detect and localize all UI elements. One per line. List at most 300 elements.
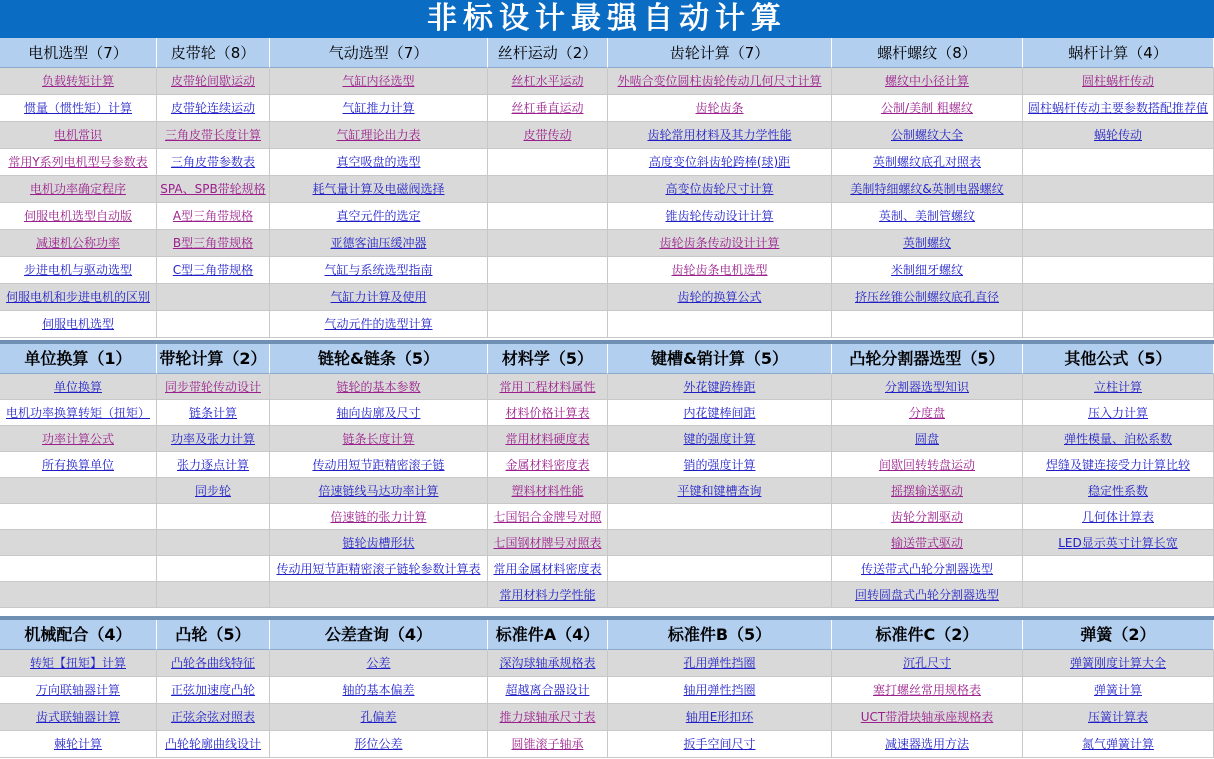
calc-link[interactable]: 同步带轮传动设计 xyxy=(164,380,261,394)
sheet-cell[interactable] xyxy=(832,374,1023,400)
column-header: 机械配合（4） xyxy=(0,620,157,650)
sheet-cell[interactable] xyxy=(0,95,157,122)
calc-link[interactable]: 气缸推力计算 xyxy=(342,101,415,115)
sheet-cell[interactable] xyxy=(1023,731,1214,758)
sheet-cell[interactable] xyxy=(270,426,488,452)
sheet-cell[interactable] xyxy=(608,478,832,504)
sheet-cell[interactable] xyxy=(1023,400,1214,426)
calc-link[interactable]: 深沟球轴承规格表 xyxy=(499,656,596,670)
sheet-cell[interactable] xyxy=(157,650,270,677)
calc-link[interactable]: 丝杠垂直运动 xyxy=(511,101,584,115)
sheet-cell xyxy=(270,582,488,608)
calc-link[interactable]: 步进电机与驱动选型 xyxy=(23,263,132,277)
calc-link[interactable]: 齿轮齿条传动设计计算 xyxy=(659,236,780,250)
calc-link[interactable]: 间歇回转转盘运动 xyxy=(878,458,975,472)
calc-link[interactable]: 内花键棒间距 xyxy=(683,406,756,420)
calc-link[interactable]: 压入力计算 xyxy=(1087,406,1148,420)
calc-link[interactable]: 螺纹中小径计算 xyxy=(884,74,969,88)
sheet-cell xyxy=(832,311,1023,338)
sheet-cell[interactable] xyxy=(832,504,1023,530)
sheet-cell[interactable] xyxy=(608,203,832,230)
sheet-cell[interactable] xyxy=(0,257,157,284)
calc-link[interactable]: 齿轮的换算公式 xyxy=(677,290,762,304)
calc-link[interactable]: 耗气量计算及电磁阀选择 xyxy=(312,182,445,196)
sheet-cell xyxy=(157,530,270,556)
sheet-cell xyxy=(608,311,832,338)
sheet-cell[interactable] xyxy=(608,149,832,176)
calc-link[interactable]: 压簧计算表 xyxy=(1087,710,1148,724)
column-header: 齿轮计算（7） xyxy=(608,38,832,68)
calc-link[interactable]: 气缸与系统选型指南 xyxy=(324,263,433,277)
calc-link[interactable]: 公制/美制 粗螺纹 xyxy=(881,101,973,115)
sheet-cell xyxy=(0,504,157,530)
sheet-cell[interactable] xyxy=(270,257,488,284)
calc-link[interactable]: 销的强度计算 xyxy=(683,458,756,472)
sheet-cell[interactable] xyxy=(157,452,270,478)
calc-link[interactable]: 键的强度计算 xyxy=(683,432,756,446)
sheet-cell[interactable] xyxy=(270,400,488,426)
sheet-cell[interactable] xyxy=(0,374,157,400)
sheet-cell[interactable] xyxy=(832,95,1023,122)
calc-link[interactable]: 英制、美制管螺纹 xyxy=(878,209,975,223)
calc-link[interactable]: 圆盘 xyxy=(914,432,939,446)
sheet-cell[interactable] xyxy=(270,731,488,758)
sheet-cell[interactable] xyxy=(157,257,270,284)
sheet-cell[interactable] xyxy=(157,704,270,731)
sheet-cell[interactable] xyxy=(157,230,270,257)
calc-link[interactable]: 凸轮各曲线特征 xyxy=(170,656,255,670)
sheet-cell[interactable] xyxy=(1023,530,1214,556)
calc-link[interactable]: 常用工程材料属性 xyxy=(499,380,596,394)
sheet-cell[interactable] xyxy=(0,176,157,203)
calc-link[interactable]: 高变位齿轮尺寸计算 xyxy=(665,182,774,196)
sheet-cell[interactable] xyxy=(0,311,157,338)
sheet-cell[interactable] xyxy=(0,650,157,677)
calc-link[interactable]: 圆柱蜗杆传动 xyxy=(1081,74,1154,88)
sheet-cell[interactable] xyxy=(270,452,488,478)
sheet-cell[interactable] xyxy=(1023,426,1214,452)
column-header: 链轮&链条（5） xyxy=(270,344,488,374)
sheet-cell[interactable] xyxy=(157,374,270,400)
calc-link[interactable]: 棘轮计算 xyxy=(53,737,102,751)
calc-link[interactable]: 立柱计算 xyxy=(1093,380,1142,394)
calc-link[interactable]: 圆锥滚子轴承 xyxy=(511,737,584,751)
column-header: 公差查询（4） xyxy=(270,620,488,650)
sheet-cell[interactable] xyxy=(608,257,832,284)
sheet-cell[interactable] xyxy=(270,68,488,95)
calc-link[interactable]: 轴的基本偏差 xyxy=(342,683,415,697)
calc-link[interactable]: 圆柱蜗杆传动主要参数搭配推荐值 xyxy=(1027,101,1208,115)
sheet-cell[interactable] xyxy=(270,122,488,149)
sheet-cell[interactable] xyxy=(608,95,832,122)
sheet-cell[interactable] xyxy=(270,203,488,230)
calc-link[interactable]: 电机常识 xyxy=(53,128,102,142)
sheet-cell xyxy=(608,556,832,582)
sheet-cell[interactable] xyxy=(157,478,270,504)
calc-link[interactable]: 形位公差 xyxy=(354,737,403,751)
sheet-cell[interactable] xyxy=(832,400,1023,426)
sheet-cell[interactable] xyxy=(270,504,488,530)
sheet-cell xyxy=(157,284,270,311)
sheet-cell[interactable] xyxy=(488,704,608,731)
sheet-cell[interactable] xyxy=(157,400,270,426)
calc-link[interactable]: 常用材料力学性能 xyxy=(499,588,596,602)
sheet-cell[interactable] xyxy=(0,149,157,176)
sheet-cell[interactable] xyxy=(488,582,608,608)
sheet-cell[interactable] xyxy=(157,203,270,230)
sheet-cell[interactable] xyxy=(488,530,608,556)
calc-link[interactable]: 凸轮轮廓曲线设计 xyxy=(164,737,261,751)
sheet-cell[interactable] xyxy=(157,122,270,149)
calc-link[interactable]: 几何体计算表 xyxy=(1081,510,1154,524)
sheet-cell[interactable] xyxy=(157,176,270,203)
calc-link[interactable]: 减速机公称功率 xyxy=(35,236,120,250)
calc-link[interactable]: 减速器选用方法 xyxy=(884,737,969,751)
calc-link[interactable]: 同步轮 xyxy=(194,484,231,498)
calc-link[interactable]: UCT带滑块轴承座规格表 xyxy=(860,710,994,724)
calc-link[interactable]: 挤压丝锥公制螺纹底孔直径 xyxy=(854,290,999,304)
calc-link[interactable]: 扳手空间尺寸 xyxy=(683,737,756,751)
sheet-cell[interactable] xyxy=(832,426,1023,452)
calc-link[interactable]: 金属材料密度表 xyxy=(505,458,590,472)
calc-link[interactable]: 链轮的基本参数 xyxy=(336,380,421,394)
sheet-cell[interactable] xyxy=(157,426,270,452)
calc-link[interactable]: 常用材料硬度表 xyxy=(505,432,590,446)
sheet-cell xyxy=(0,556,157,582)
calc-link[interactable]: 米制细牙螺纹 xyxy=(890,263,963,277)
calc-link[interactable]: 真空吸盘的选型 xyxy=(336,155,421,169)
calc-link[interactable]: 倍速链线马达功率计算 xyxy=(318,484,439,498)
sheet-cell[interactable] xyxy=(608,452,832,478)
sheet-cell xyxy=(608,530,832,556)
sheet-cell[interactable] xyxy=(488,400,608,426)
sheet-cell[interactable] xyxy=(832,582,1023,608)
sheet-cell xyxy=(1023,149,1214,176)
sheet-cell[interactable] xyxy=(488,68,608,95)
column-header: 蜗杆计算（4） xyxy=(1023,38,1214,68)
sheet-cell[interactable] xyxy=(1023,478,1214,504)
calc-link[interactable]: 轴用E形扣环 xyxy=(685,710,754,724)
calc-link[interactable]: 正弦余弦对照表 xyxy=(170,710,255,724)
sheet-cell xyxy=(488,284,608,311)
calc-link[interactable]: 气缸力计算及使用 xyxy=(330,290,427,304)
sheet-cell[interactable] xyxy=(1023,68,1214,95)
sheet-cell[interactable] xyxy=(832,452,1023,478)
sheet-cell[interactable] xyxy=(832,68,1023,95)
sheet-cell[interactable] xyxy=(0,677,157,704)
sheet-cell[interactable] xyxy=(0,452,157,478)
sheet-cell[interactable] xyxy=(1023,95,1214,122)
calc-link[interactable]: 三角皮带长度计算 xyxy=(164,128,261,142)
sheet-cell[interactable] xyxy=(832,230,1023,257)
sheet-cell[interactable] xyxy=(1023,704,1214,731)
calc-link[interactable]: 常用Y系列电机型号参数表 xyxy=(8,155,148,169)
sheet-cell[interactable] xyxy=(0,122,157,149)
sheet-cell xyxy=(488,149,608,176)
calc-link[interactable]: 皮带传动 xyxy=(523,128,572,142)
sheet-cell[interactable] xyxy=(832,122,1023,149)
sheet-cell[interactable] xyxy=(608,677,832,704)
sheet-cell[interactable] xyxy=(608,704,832,731)
calc-link[interactable]: 氮气弹簧计算 xyxy=(1081,737,1154,751)
sheet-cell[interactable] xyxy=(157,68,270,95)
calc-link[interactable]: 惯量（惯性矩）计算 xyxy=(23,101,132,115)
calc-link[interactable]: 链条计算 xyxy=(188,406,237,420)
calc-link[interactable]: 气缸理论出力表 xyxy=(336,128,421,142)
sheet-cell[interactable] xyxy=(488,650,608,677)
calc-link[interactable]: 公差 xyxy=(366,656,391,670)
sheet-cell[interactable] xyxy=(1023,374,1214,400)
calc-link[interactable]: 所有换算单位 xyxy=(41,458,114,472)
calc-link[interactable]: 气动元件的选型计算 xyxy=(324,317,433,331)
calc-link[interactable]: 常用金属材料密度表 xyxy=(493,562,602,576)
calc-link[interactable]: 公制螺纹大全 xyxy=(890,128,963,142)
column-header: 弹簧（2） xyxy=(1023,620,1214,650)
sheet-cell[interactable] xyxy=(832,478,1023,504)
sheet-cell[interactable] xyxy=(1023,677,1214,704)
sheet-cell xyxy=(157,556,270,582)
sheet-cell xyxy=(0,478,157,504)
calc-link[interactable]: 伺服电机和步进电机的区别 xyxy=(5,290,150,304)
calc-link[interactable]: 三角皮带参数表 xyxy=(170,155,255,169)
calc-link[interactable]: 转矩【扭矩】计算 xyxy=(29,656,126,670)
calc-link[interactable]: 张力逐点计算 xyxy=(176,458,249,472)
calc-link[interactable]: 外啮合变位圆柱齿轮传动几何尺寸计算 xyxy=(617,74,822,88)
sheet-cell[interactable] xyxy=(157,677,270,704)
sheet-cell[interactable] xyxy=(0,704,157,731)
calc-link[interactable]: 单位换算 xyxy=(53,380,102,394)
sheet-cell[interactable] xyxy=(832,556,1023,582)
calc-link[interactable]: 真空元件的选定 xyxy=(336,209,421,223)
page-title: 非标设计最强自动计算 xyxy=(0,0,1214,38)
sheet-cell[interactable] xyxy=(0,284,157,311)
calc-link[interactable]: 英制螺纹 xyxy=(902,236,951,250)
calc-link[interactable]: A型三角带规格 xyxy=(172,209,254,223)
column-header: 气动选型（7） xyxy=(270,38,488,68)
calc-link[interactable]: 传送带式凸轮分割器选型 xyxy=(860,562,993,576)
sheet-cell[interactable] xyxy=(0,731,157,758)
calc-link[interactable]: B型三角带规格 xyxy=(172,236,254,250)
calc-link[interactable]: 七国铝合金牌号对照 xyxy=(493,510,602,524)
calc-link[interactable]: 孔用弹性挡圈 xyxy=(683,656,756,670)
sheet-cell[interactable] xyxy=(157,95,270,122)
column-header: 标准件B（5） xyxy=(608,620,832,650)
sheet-cell[interactable] xyxy=(832,176,1023,203)
sheet-cell[interactable] xyxy=(270,677,488,704)
calc-link[interactable]: 外花键跨棒距 xyxy=(683,380,756,394)
sheet-cell[interactable] xyxy=(270,311,488,338)
calc-link[interactable]: LED显示英寸计算长宽 xyxy=(1058,536,1178,550)
calc-link[interactable]: 电机功率确定程序 xyxy=(29,182,126,196)
calc-link[interactable]: 摇摆输送驱动 xyxy=(890,484,963,498)
sheet-cell[interactable] xyxy=(608,426,832,452)
calc-link[interactable]: 齿轮分割驱动 xyxy=(890,510,963,524)
column-header: 带轮计算（2） xyxy=(157,344,270,374)
sheet-cell[interactable] xyxy=(832,284,1023,311)
sheet-cell[interactable] xyxy=(832,149,1023,176)
calc-link[interactable]: 齿轮常用材料及其力学性能 xyxy=(647,128,792,142)
calc-link[interactable]: 气缸内径选型 xyxy=(342,74,415,88)
sheet-cell[interactable] xyxy=(270,149,488,176)
sheet-cell[interactable] xyxy=(608,284,832,311)
sheet-cell[interactable] xyxy=(488,677,608,704)
calc-link[interactable]: 皮带轮间歇运动 xyxy=(170,74,255,88)
calc-link[interactable]: 齿式联轴器计算 xyxy=(35,710,120,724)
calc-link[interactable]: 正弦加速度凸轮 xyxy=(170,683,255,697)
sheet-cell[interactable] xyxy=(488,374,608,400)
sheet-cell[interactable] xyxy=(832,203,1023,230)
sheet-cell[interactable] xyxy=(608,400,832,426)
sheet-cell[interactable] xyxy=(832,650,1023,677)
sheet-cell[interactable] xyxy=(832,704,1023,731)
sheet-cell[interactable] xyxy=(157,149,270,176)
sheet-cell xyxy=(157,582,270,608)
sheet-cell[interactable] xyxy=(1023,650,1214,677)
sheet-cell[interactable] xyxy=(270,374,488,400)
calc-link[interactable]: 输送带式驱动 xyxy=(890,536,963,550)
calc-link[interactable]: 功率及张力计算 xyxy=(170,432,255,446)
sheet-cell[interactable] xyxy=(270,478,488,504)
sheet-cell[interactable] xyxy=(157,731,270,758)
sheet-cell xyxy=(1023,582,1214,608)
column-header: 材料学（5） xyxy=(488,344,608,374)
calc-link[interactable]: 高度变位斜齿轮跨棒(球)距 xyxy=(648,155,791,169)
sheet-cell[interactable] xyxy=(0,426,157,452)
sheet-cell xyxy=(488,230,608,257)
calc-link[interactable]: 传动用短节距精密滚子链轮参数计算表 xyxy=(276,562,481,576)
sheet-cell[interactable] xyxy=(488,426,608,452)
calc-link[interactable]: 丝杠水平运动 xyxy=(511,74,584,88)
column-header: 螺杆螺纹（8） xyxy=(832,38,1023,68)
calc-link[interactable]: 伺服电机选型自动版 xyxy=(23,209,132,223)
sheet-cell[interactable] xyxy=(270,556,488,582)
sheet-cell[interactable] xyxy=(270,530,488,556)
sheet-cell[interactable] xyxy=(270,176,488,203)
calc-link[interactable]: 亚德客油压缓冲器 xyxy=(330,236,427,250)
calc-link[interactable]: 焊缝及键连接受力计算比较 xyxy=(1045,458,1190,472)
calc-link[interactable]: 平键和键槽查询 xyxy=(677,484,762,498)
calc-link[interactable]: 轴用弹性挡圈 xyxy=(683,683,756,697)
column-header: 其他公式（5） xyxy=(1023,344,1214,374)
sheet-cell[interactable] xyxy=(488,556,608,582)
calc-link[interactable]: SPA、SPB带轮规格 xyxy=(160,182,266,196)
sheet-cell xyxy=(0,582,157,608)
calc-link[interactable]: 功率计算公式 xyxy=(41,432,114,446)
calc-link[interactable]: 电机功率换算转矩（扭矩） xyxy=(5,406,150,420)
calc-link[interactable]: 推力球轴承尺寸表 xyxy=(499,710,596,724)
sheet-cell xyxy=(608,582,832,608)
calc-link[interactable]: 七国钢材牌号对照表 xyxy=(493,536,602,550)
calc-link[interactable]: 蜗轮传动 xyxy=(1093,128,1142,142)
calc-link[interactable]: 稳定性系数 xyxy=(1087,484,1148,498)
calc-link[interactable]: 倍速链的张力计算 xyxy=(330,510,427,524)
calc-link[interactable]: 皮带轮连续运动 xyxy=(170,101,255,115)
sheet-cell[interactable] xyxy=(1023,122,1214,149)
calc-link[interactable]: 链轮齿槽形状 xyxy=(342,536,415,550)
sheet-cell[interactable] xyxy=(0,203,157,230)
calc-link[interactable]: 回转圆盘式凸轮分割器选型 xyxy=(854,588,999,602)
sheet-cell[interactable] xyxy=(270,230,488,257)
sheet-cell xyxy=(157,504,270,530)
sheet-cell xyxy=(488,311,608,338)
sheet-cell xyxy=(488,203,608,230)
calc-link[interactable]: 负载转矩计算 xyxy=(41,74,114,88)
calc-link[interactable]: 英制螺纹底孔对照表 xyxy=(872,155,981,169)
calc-link[interactable]: 齿轮齿条电机选型 xyxy=(671,263,768,277)
sheet-cell[interactable] xyxy=(0,230,157,257)
calc-link[interactable]: 分割器选型知识 xyxy=(884,380,969,394)
sheet-cell xyxy=(488,257,608,284)
sheet-cell[interactable] xyxy=(488,504,608,530)
sheet-cell[interactable] xyxy=(270,284,488,311)
calc-link[interactable]: C型三角带规格 xyxy=(172,263,254,277)
column-header: 凸轮（5） xyxy=(157,620,270,650)
sheet-cell[interactable] xyxy=(832,677,1023,704)
sheet-cell[interactable] xyxy=(488,452,608,478)
sheet-cell[interactable] xyxy=(270,704,488,731)
calc-link[interactable]: 美制特细螺纹&英制电器螺纹 xyxy=(850,182,1004,196)
sheet-cell[interactable] xyxy=(608,122,832,149)
calc-link[interactable]: 锥齿轮传动设计计算 xyxy=(665,209,774,223)
calc-link[interactable]: 塞打螺丝常用规格表 xyxy=(872,683,981,697)
calc-link[interactable]: 弹簧计算 xyxy=(1093,683,1142,697)
sheet-cell[interactable] xyxy=(270,650,488,677)
calc-link[interactable]: 弹簧刚度计算大全 xyxy=(1069,656,1166,670)
calc-link[interactable]: 沉孔尺寸 xyxy=(902,656,951,670)
calc-link[interactable]: 链条长度计算 xyxy=(342,432,415,446)
calc-link[interactable]: 材料价格计算表 xyxy=(505,406,590,420)
sheet-cell[interactable] xyxy=(608,731,832,758)
sheet-cell[interactable] xyxy=(270,95,488,122)
sheet-cell xyxy=(1023,556,1214,582)
calc-link[interactable]: 弹性模量、泊松系数 xyxy=(1063,432,1172,446)
calc-link[interactable]: 轴向齿廓及尺寸 xyxy=(336,406,421,420)
sheet-cell[interactable] xyxy=(488,478,608,504)
sheet-cell xyxy=(488,176,608,203)
sheet-cell xyxy=(1023,311,1214,338)
sheet-cell xyxy=(1023,230,1214,257)
calc-link[interactable]: 传动用短节距精密滚子链 xyxy=(312,458,445,472)
sheet-cell[interactable] xyxy=(832,731,1023,758)
sheet-cell xyxy=(157,311,270,338)
calc-link[interactable]: 孔偏差 xyxy=(360,710,397,724)
column-header: 标准件A（4） xyxy=(488,620,608,650)
sheet-cell[interactable] xyxy=(608,230,832,257)
calc-link[interactable]: 塑料材料性能 xyxy=(511,484,584,498)
calc-link[interactable]: 伺服电机选型 xyxy=(41,317,114,331)
sheet-cell[interactable] xyxy=(832,530,1023,556)
calc-link[interactable]: 分度盘 xyxy=(908,406,945,420)
sheet-cell xyxy=(1023,284,1214,311)
calc-link[interactable]: 齿轮齿条 xyxy=(695,101,744,115)
sheet-cell[interactable] xyxy=(608,68,832,95)
sheet-cell xyxy=(0,530,157,556)
sheet-cell[interactable] xyxy=(608,176,832,203)
sheet-cell xyxy=(608,504,832,530)
sheet-cell[interactable] xyxy=(0,68,157,95)
calc-link[interactable]: 万向联轴器计算 xyxy=(35,683,120,697)
sheet-cell[interactable] xyxy=(1023,504,1214,530)
sheet-cell[interactable] xyxy=(608,374,832,400)
sheet-cell[interactable] xyxy=(488,731,608,758)
sheet-cell[interactable] xyxy=(1023,452,1214,478)
sheet-cell[interactable] xyxy=(832,257,1023,284)
sheet-cell[interactable] xyxy=(0,400,157,426)
sheet-cell[interactable] xyxy=(488,95,608,122)
sheet-cell[interactable] xyxy=(488,122,608,149)
sheet-cell[interactable] xyxy=(608,650,832,677)
calc-link[interactable]: 超越离合器设计 xyxy=(505,683,590,697)
